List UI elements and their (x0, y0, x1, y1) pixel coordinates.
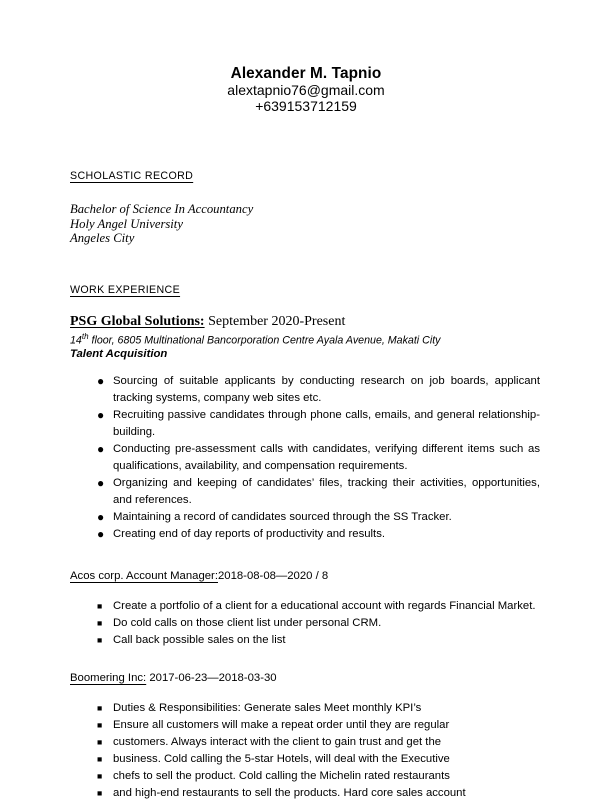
job-entry-boomering-inc (0, 671, 612, 802)
list-item-text: chefs to sell the product. Cold calling the Michelin rated restaurants (113, 770, 450, 782)
bullet-icon: ■ (97, 700, 102, 717)
list-item (113, 751, 540, 768)
list-item (113, 526, 540, 543)
bullet-icon: ● (97, 475, 104, 492)
scholastic-record-section (0, 166, 612, 246)
bullet-icon: ■ (97, 734, 102, 751)
list-item-text: and high-end restaurants to sell the products. Hard core sales account (113, 787, 466, 799)
job-title-line (70, 314, 612, 330)
list-item-text: Organizing and keeping of candidates’ files, tracking their activities, opportunities, and references. (113, 477, 540, 506)
list-item (113, 700, 540, 717)
job-company: PSG Global Solutions: (70, 314, 205, 329)
list-item (113, 615, 540, 632)
candidate-phone: +639153712159 (0, 98, 612, 114)
list-item (113, 785, 540, 802)
list-item (113, 734, 540, 751)
job-address-ordinal: th (82, 332, 89, 341)
section-heading-work-experience: WORK EXPERIENCE (70, 284, 180, 296)
list-item (113, 598, 540, 615)
contact-header (0, 66, 612, 114)
job-responsibilities-list (0, 598, 612, 649)
bullet-icon: ■ (97, 615, 102, 632)
job-title-line (70, 569, 612, 584)
job-responsibilities-list (0, 700, 612, 802)
list-item (113, 768, 540, 785)
list-item (113, 717, 540, 734)
bullet-icon: ■ (97, 751, 102, 768)
job-entry-acos-corp (0, 569, 612, 649)
bullet-icon: ● (97, 526, 104, 543)
candidate-email: alextapnio76@gmail.com (0, 82, 612, 98)
bullet-icon: ● (97, 509, 104, 526)
list-item (113, 509, 540, 526)
list-item-text: Duties & Responsibilities: Generate sales Meet monthly KPI’s (113, 702, 421, 714)
candidate-name: Alexander M. Tapnio (0, 66, 612, 82)
list-item-text: Do cold calls on those client list under personal CRM. (113, 617, 381, 629)
bullet-icon: ■ (97, 785, 102, 802)
education-degree: Bachelor of Science In Accountancy (70, 202, 612, 217)
bullet-icon: ● (97, 373, 104, 390)
list-item-text: Conducting pre-assessment calls with candidates, verifying different items such as qualifications, availability, and compensation requirements. (113, 443, 540, 472)
job-dates: September 2020-Present (205, 314, 346, 329)
bullet-icon: ■ (97, 717, 102, 734)
list-item (113, 441, 540, 475)
list-item-text: business. Cold calling the 5-star Hotels, will deal with the Executive (113, 753, 450, 765)
list-item-text: Call back possible sales on the list (113, 634, 286, 646)
job-company: Boomering Inc: (70, 672, 146, 684)
list-item-text: Creating end of day reports of productivity and results. (113, 528, 385, 540)
work-experience-section (0, 280, 612, 802)
bullet-icon: ■ (97, 598, 102, 615)
list-item (113, 475, 540, 509)
bullet-icon: ● (97, 441, 104, 458)
job-role: Talent Acquisition (70, 347, 612, 361)
job-dates: 2018-08-08—2020 / 8 (218, 570, 328, 582)
list-item-text: Maintaining a record of candidates sourced through the SS Tracker. (113, 511, 452, 523)
list-item (113, 407, 540, 441)
education-location: Angeles City (70, 231, 612, 246)
bullet-icon: ■ (97, 632, 102, 649)
bullet-icon: ■ (97, 768, 102, 785)
list-item (113, 632, 540, 649)
list-item (113, 373, 540, 407)
list-item-text: Recruiting passive candidates through phone calls, emails, and general relationship-building. (113, 409, 540, 438)
job-dates: 2017-06-23—2018-03-30 (146, 672, 276, 684)
job-address (70, 330, 612, 348)
job-address-prefix: 14 (70, 334, 82, 346)
section-heading-scholastic-record: SCHOLASTIC RECORD (70, 170, 193, 182)
job-responsibilities-list (0, 373, 612, 543)
education-school: Holy Angel University (70, 217, 612, 232)
job-address-rest: floor, 6805 Multinational Bancorporation Centre Ayala Avenue, Makati City (89, 334, 441, 346)
job-company: Acos corp. Account Manager: (70, 570, 218, 582)
job-entry-psg-global-solutions (0, 314, 612, 544)
bullet-icon: ● (97, 407, 104, 424)
job-title-line (70, 671, 612, 686)
list-item-text: Ensure all customers will make a repeat order until they are regular (113, 719, 449, 731)
list-item-text: customers. Always interact with the client to gain trust and get the (113, 736, 441, 748)
list-item-text: Sourcing of suitable applicants by conducting research on job boards, applicant tracking systems, company web sites etc. (113, 375, 540, 404)
list-item-text: Create a portfolio of a client for a educational account with regards Financial Market. (113, 600, 536, 612)
